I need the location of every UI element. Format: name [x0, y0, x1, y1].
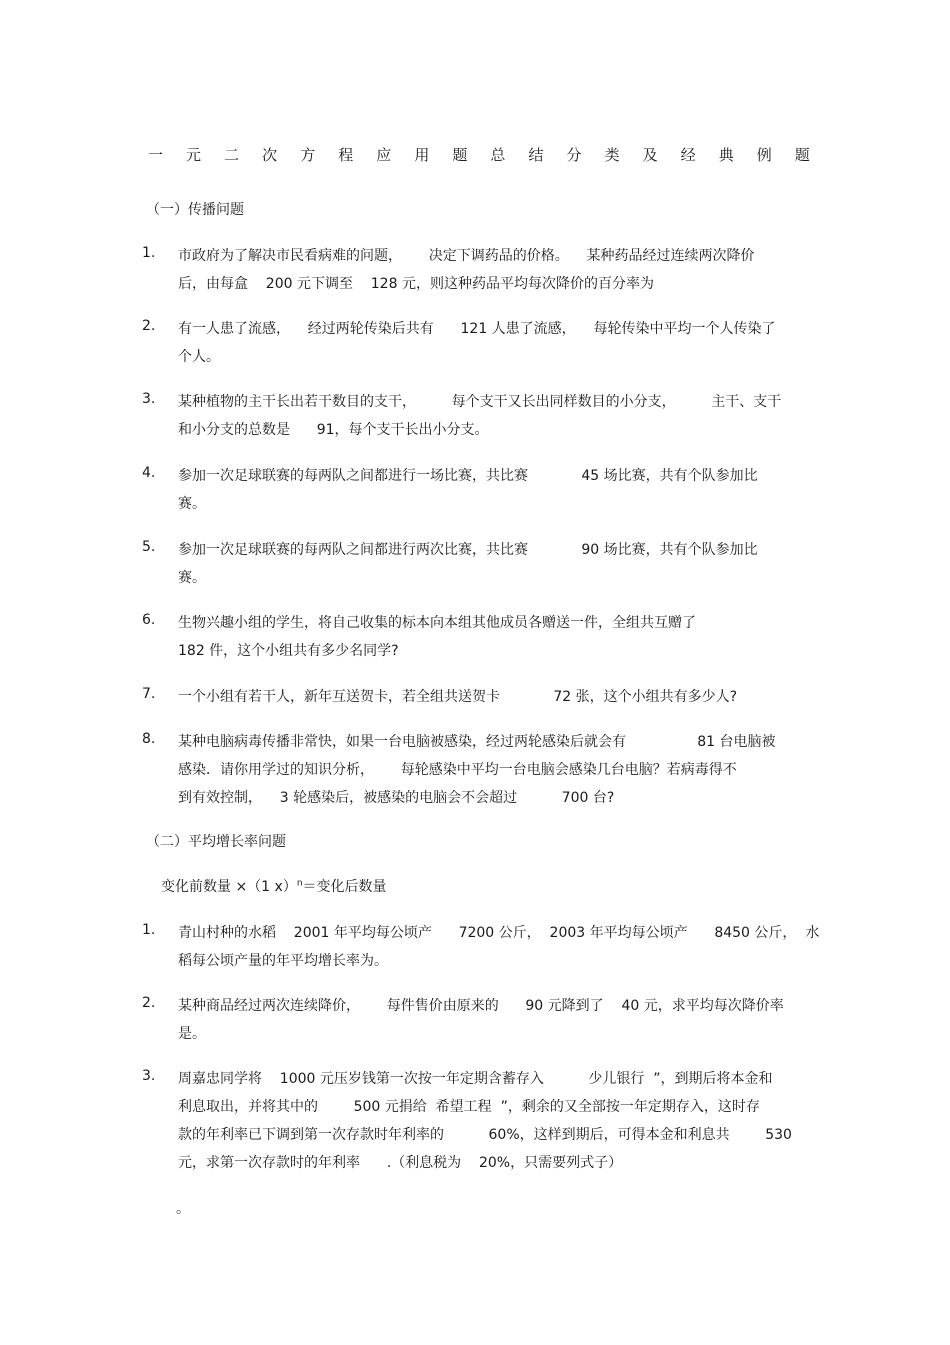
item-text: 一个小组有若干人，新年互送贺卡，若全组共送贺卡 72 张，这个小组共有多少人?	[178, 689, 738, 705]
title-char: 二	[224, 146, 240, 164]
item-text: 后，由每盒 200 元下调至 128 元，则这种药品平均每次降价的百分率为	[178, 276, 654, 292]
item-text: 个人。	[178, 349, 220, 365]
page-title	[148, 144, 810, 165]
item-number: 2.	[142, 995, 156, 1011]
title-char: 应	[376, 146, 392, 164]
item-number: 8.	[142, 731, 156, 747]
title-char: 用	[414, 146, 430, 164]
item-text: 款的年利率已下调到第一次存款时年利率的 60%，这样到期后，可得本金和利息共 530	[178, 1127, 792, 1143]
title-char: 分	[566, 146, 582, 164]
item-number: 7.	[142, 686, 156, 702]
item-text: 青山村种的水稻 2001 年平均每公顷产 7200 公斤， 2003 年平均每公顷产 8450 公斤， 水	[178, 925, 820, 941]
title-char: 类	[604, 146, 620, 164]
item-number: 5.	[142, 539, 156, 555]
title-char: 程	[338, 146, 354, 164]
item-text: 市政府为了解决市民看病难的问题， 决定下调药品的价格。 某种药品经过连续两次降价	[178, 248, 755, 264]
title-char: 总	[490, 146, 506, 164]
item-text: 稻每公顷产量的年平均增长率为。	[178, 953, 388, 969]
item-text: 赛。	[178, 570, 206, 586]
item-text: 某种植物的主干长出若干数目的支干， 每个支干又长出同样数目的小分支， 主干、支干	[178, 394, 782, 410]
section-heading-growth: （二）平均增长率问题	[146, 834, 286, 850]
formula-exponent: n	[296, 878, 303, 889]
item-text: 到有效控制， 3 轮感染后，被感染的电脑会不会超过 700 台?	[178, 790, 615, 806]
trailing-mark: 。	[176, 1201, 190, 1217]
item-number: 2.	[142, 318, 156, 334]
item-text: 有一人患了流感， 经过两轮传染后共有 121 人患了流感， 每轮传染中平均一个人传染了	[178, 321, 776, 337]
formula-left: 变化前数量 ×（1 x）	[161, 879, 297, 895]
title-char: 元	[186, 146, 202, 164]
section-heading-spread: （一）传播问题	[146, 202, 244, 218]
title-char: 次	[262, 146, 278, 164]
item-number: 1.	[142, 922, 156, 938]
item-text: 是。	[178, 1026, 206, 1042]
item-text: 赛。	[178, 496, 206, 512]
item-number: 1.	[142, 245, 156, 261]
item-text: 参加一次足球联赛的每两队之间都进行两次比赛，共比赛 90 场比赛，共有个队参加比	[178, 542, 758, 558]
item-text: 182 件，这个小组共有多少名同学?	[178, 643, 399, 659]
item-text: 某种商品经过两次连续降价， 每件售价由原来的 90 元降到了 40 元，求平均每次降价率	[178, 998, 784, 1014]
title-char: 典	[718, 146, 734, 164]
title-char: 及	[642, 146, 658, 164]
item-text: 周嘉忠同学将 1000 元压岁钱第一次按一年定期含蓄存入 少儿银行 ”，到期后将本金和	[178, 1071, 773, 1087]
item-number: 4.	[142, 465, 156, 481]
title-char: 方	[300, 146, 316, 164]
item-number: 3.	[142, 1068, 156, 1084]
item-number: 3.	[142, 391, 156, 407]
item-text: 参加一次足球联赛的每两队之间都进行一场比赛，共比赛 45 场比赛，共有个队参加比	[178, 468, 758, 484]
item-number: 6.	[142, 612, 156, 628]
title-char: 题	[452, 146, 468, 164]
item-text: 利息取出，并将其中的 500 元捐给 希望工程 ”，剩余的又全部按一年定期存入，这时存	[178, 1099, 760, 1115]
formula-right: ＝变化后数量	[302, 879, 387, 895]
item-text: 生物兴趣小组的学生，将自己收集的标本向本组其他成员各赠送一件，全组共互赠了	[178, 615, 696, 631]
item-text: 元，求第一次存款时的年利率 .（利息税为 20%，只需要列式子）	[178, 1155, 623, 1171]
growth-formula	[161, 876, 387, 896]
title-char: 一	[148, 146, 164, 164]
title-char: 经	[680, 146, 696, 164]
item-text: 某种电脑病毒传播非常快，如果一台电脑被感染，经过两轮感染后就会有 81 台电脑被	[178, 734, 776, 750]
item-text: 感染．请你用学过的知识分析， 每轮感染中平均一台电脑会感染几台电脑？若病毒得不	[178, 762, 737, 778]
title-char: 题	[794, 146, 810, 164]
title-char: 例	[756, 146, 772, 164]
item-text: 和小分支的总数是 91，每个支干长出小分支。	[178, 422, 489, 438]
title-char: 结	[528, 146, 544, 164]
